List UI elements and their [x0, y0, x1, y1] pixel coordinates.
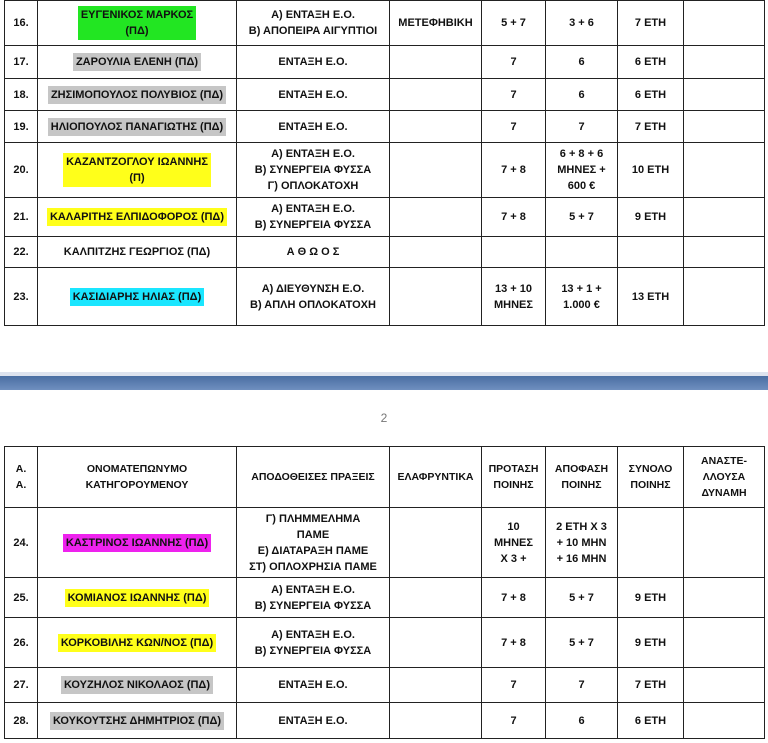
table-row: [5, 508, 765, 578]
name-highlight: ΚΑΛΠΙΤΖΗΣ ΓΕΩΡΓΙΟΣ (ΠΔ): [63, 246, 211, 258]
proposed-sentence: [482, 237, 546, 268]
header-aa: Α. Α.: [5, 447, 38, 508]
row-number: 28.: [5, 703, 38, 739]
table-row: [5, 703, 765, 739]
table-header-row: [5, 447, 765, 508]
proposed-sentence: 7 + 8: [482, 198, 546, 237]
proposed-sentence: 7: [482, 668, 546, 703]
name-highlight: ΚΟΥΖΗΛΟΣ ΝΙΚΟΛΑΟΣ (ΠΔ): [61, 676, 213, 694]
decided-sentence: 6: [546, 703, 618, 739]
suspensive-effect: [684, 111, 765, 143]
charged-acts: ΕΝΤΑΞΗ Ε.Ο.: [237, 79, 390, 111]
row-number: 16.: [5, 1, 38, 46]
suspensive-effect: [684, 618, 765, 668]
suspensive-effect: [684, 578, 765, 618]
suspensive-effect: [684, 1, 765, 46]
header-mitigating: ΕΛΑΦΡΥΝΤΙΚΑ: [390, 447, 482, 508]
name-highlight: ΚΑΣΤΡΙΝΟΣ ΙΩΑΝΝΗΣ (ΠΔ): [63, 534, 211, 552]
mitigating-factors: [390, 79, 482, 111]
total-sentence: [618, 237, 684, 268]
table-row: [5, 46, 765, 79]
decided-sentence: 2 ΕΤΗ Χ 3 + 10 ΜΗΝ + 16 ΜΗΝ: [546, 508, 618, 578]
charged-acts: Α) ΕΝΤΑΞΗ Ε.Ο. Β) ΣΥΝΕΡΓΕΙΑ ΦΥΣΣΑ: [237, 618, 390, 668]
proposed-sentence: 7: [482, 79, 546, 111]
proposed-sentence: 13 + 10 ΜΗΝΕΣ: [482, 268, 546, 326]
page-number: 2: [380, 411, 388, 425]
total-sentence: 7 ΕΤΗ: [618, 1, 684, 46]
table-row: [5, 618, 765, 668]
decided-sentence: 3 + 6: [546, 1, 618, 46]
row-number: 20.: [5, 143, 38, 198]
row-number: 26.: [5, 618, 38, 668]
suspensive-effect: [684, 508, 765, 578]
total-sentence: 7 ΕΤΗ: [618, 668, 684, 703]
row-number: 17.: [5, 46, 38, 79]
charged-acts: Α) ΕΝΤΑΞΗ Ε.Ο. Β) ΣΥΝΕΡΓΕΙΑ ΦΥΣΣΑ Γ) ΟΠΛΟΚΑΤΟΧΗ: [237, 143, 390, 198]
defendants-table-page-2: [4, 446, 765, 739]
mitigating-factors: [390, 668, 482, 703]
name-highlight: ΖΑΡΟΥΛΙΑ ΕΛΕΝΗ (ΠΔ): [73, 53, 201, 71]
suspensive-effect: [684, 668, 765, 703]
proposed-sentence: 7: [482, 703, 546, 739]
suspensive-effect: [684, 268, 765, 326]
total-sentence: [618, 508, 684, 578]
name-highlight: ΗΛΙΟΠΟΥΛΟΣ ΠΑΝΑΓΙΩΤΗΣ (ΠΔ): [48, 118, 226, 136]
row-number: 25.: [5, 578, 38, 618]
charged-acts: ΕΝΤΑΞΗ Ε.Ο.: [237, 668, 390, 703]
mitigating-factors: [390, 618, 482, 668]
defendant-name: [38, 111, 237, 143]
proposed-sentence: 7: [482, 111, 546, 143]
charged-acts: ΕΝΤΑΞΗ Ε.Ο.: [237, 111, 390, 143]
total-sentence: 7 ΕΤΗ: [618, 111, 684, 143]
defendant-name: [38, 703, 237, 739]
proposed-sentence: 7: [482, 46, 546, 79]
header-total: ΣΥΝΟΛΟ ΠΟΙΝΗΣ: [618, 447, 684, 508]
charged-acts: ΕΝΤΑΞΗ Ε.Ο.: [237, 703, 390, 739]
defendant-name: [38, 198, 237, 237]
total-sentence: 10 ΕΤΗ: [618, 143, 684, 198]
proposed-sentence: 7 + 8: [482, 143, 546, 198]
defendant-name: [38, 237, 237, 268]
name-highlight: ΚΑΖΑΝΤΖΟΓΛΟΥ ΙΩΑΝΝΗΣ (Π): [63, 153, 211, 187]
name-highlight: ΚΑΛΑΡΙΤΗΣ ΕΛΠΙΔΟΦΟΡΟΣ (ΠΔ): [47, 208, 227, 226]
defendant-name: [38, 143, 237, 198]
table-body-page-2: [5, 447, 765, 739]
decided-sentence: 6: [546, 46, 618, 79]
name-highlight: ΖΗΣΙΜΟΠΟΥΛΟΣ ΠΟΛΥΒΙΟΣ (ΠΔ): [48, 86, 226, 104]
row-number: 18.: [5, 79, 38, 111]
defendant-name: [38, 79, 237, 111]
charged-acts: Α Θ Ω Ο Σ: [237, 237, 390, 268]
proposed-sentence: 5 + 7: [482, 1, 546, 46]
suspensive-effect: [684, 237, 765, 268]
total-sentence: 6 ΕΤΗ: [618, 703, 684, 739]
defendant-name: [38, 268, 237, 326]
defendant-name: [38, 46, 237, 79]
charged-acts: Α) ΕΝΤΑΞΗ Ε.Ο. Β) ΣΥΝΕΡΓΕΙΑ ΦΥΣΣΑ: [237, 578, 390, 618]
row-number: 19.: [5, 111, 38, 143]
proposed-sentence: 7 + 8: [482, 618, 546, 668]
table-row: [5, 268, 765, 326]
name-highlight: ΚΟΜΙΑΝΟΣ ΙΩΑΝΝΗΣ (ΠΔ): [65, 589, 210, 607]
suspensive-effect: [684, 198, 765, 237]
table-body-page-1: [5, 1, 765, 326]
suspensive-effect: [684, 703, 765, 739]
mitigating-factors: [390, 268, 482, 326]
mitigating-factors: [390, 198, 482, 237]
decided-sentence: 7: [546, 668, 618, 703]
defendants-table-page-1: [4, 0, 765, 326]
row-number: 23.: [5, 268, 38, 326]
mitigating-factors: [390, 578, 482, 618]
proposed-sentence: 7 + 8: [482, 578, 546, 618]
charged-acts: ΕΝΤΑΞΗ Ε.Ο.: [237, 46, 390, 79]
row-number: 22.: [5, 237, 38, 268]
suspensive-effect: [684, 143, 765, 198]
decided-sentence: 5 + 7: [546, 198, 618, 237]
defendant-name: [38, 1, 237, 46]
suspensive-effect: [684, 79, 765, 111]
defendant-name: [38, 618, 237, 668]
defendant-name: [38, 508, 237, 578]
header-name: ΟΝΟΜΑΤΕΠΩΝΥΜΟ ΚΑΤΗΓΟΡΟΥΜΕΝΟΥ: [38, 447, 237, 508]
mitigating-factors: [390, 508, 482, 578]
charged-acts: Γ) ΠΛΗΜΜΕΛΗΜΑ ΠΑΜΕ Ε) ΔΙΑΤΑΡΑΞΗ ΠΑΜΕ ΣΤ) ΟΠΛΟΧΡΗΣΙΑ ΠΑΜΕ: [237, 508, 390, 578]
total-sentence: 6 ΕΤΗ: [618, 46, 684, 79]
total-sentence: 9 ΕΤΗ: [618, 618, 684, 668]
name-highlight: ΚΟΥΚΟΥΤΣΗΣ ΔΗΜΗΤΡΙΟΣ (ΠΔ): [50, 712, 224, 730]
table-row: [5, 668, 765, 703]
mitigating-factors: [390, 237, 482, 268]
decided-sentence: 13 + 1 + 1.000 €: [546, 268, 618, 326]
total-sentence: 9 ΕΤΗ: [618, 578, 684, 618]
row-number: 24.: [5, 508, 38, 578]
charged-acts: Α) ΕΝΤΑΞΗ Ε.Ο. Β) ΣΥΝΕΡΓΕΙΑ ΦΥΣΣΑ: [237, 198, 390, 237]
table-row: [5, 143, 765, 198]
decided-sentence: 7: [546, 111, 618, 143]
mitigating-factors: [390, 143, 482, 198]
table-row: [5, 79, 765, 111]
defendant-name: [38, 578, 237, 618]
mitigating-factors: [390, 46, 482, 79]
page-break: [0, 376, 768, 390]
mitigating-factors: [390, 703, 482, 739]
decided-sentence: 6 + 8 + 6 ΜΗΝΕΣ + 600 €: [546, 143, 618, 198]
charged-acts: Α) ΕΝΤΑΞΗ Ε.Ο. Β) ΑΠΟΠΕΙΡΑ ΑΙΓΥΠΤΙΟΙ: [237, 1, 390, 46]
header-proposal: ΠΡΟΤΑΣΗ ΠΟΙΝΗΣ: [482, 447, 546, 508]
header-suspensive: ΑΝΑΣΤΕ- ΛΛΟΥΣΑ ΔΥΝΑΜΗ: [684, 447, 765, 508]
table-row: [5, 111, 765, 143]
row-number: 27.: [5, 668, 38, 703]
name-highlight: ΚΟΡΚΟΒΙΛΗΣ ΚΩΝ/ΝΟΣ (ΠΔ): [58, 634, 216, 652]
defendant-name: [38, 668, 237, 703]
total-sentence: 9 ΕΤΗ: [618, 198, 684, 237]
header-acts: ΑΠΟΔΟΘΕΙΣΕΣ ΠΡΑΞΕΙΣ: [237, 447, 390, 508]
proposed-sentence: 10 ΜΗΝΕΣ Χ 3 +: [482, 508, 546, 578]
decided-sentence: 5 + 7: [546, 578, 618, 618]
row-number: 21.: [5, 198, 38, 237]
table-row: [5, 578, 765, 618]
decided-sentence: 6: [546, 79, 618, 111]
total-sentence: 13 ΕΤΗ: [618, 268, 684, 326]
charged-acts: Α) ΔΙΕΥΘΥΝΣΗ Ε.Ο. Β) ΑΠΛΗ ΟΠΛΟΚΑΤΟΧΗ: [237, 268, 390, 326]
header-decision: ΑΠΟΦΑΣΗ ΠΟΙΝΗΣ: [546, 447, 618, 508]
decided-sentence: [546, 237, 618, 268]
table-row: [5, 237, 765, 268]
total-sentence: 6 ΕΤΗ: [618, 79, 684, 111]
table-row: [5, 1, 765, 46]
mitigating-factors: ΜΕΤΕΦΗΒΙΚΗ: [390, 1, 482, 46]
table-row: [5, 198, 765, 237]
name-highlight: ΚΑΣΙΔΙΑΡΗΣ ΗΛΙΑΣ (ΠΔ): [70, 288, 205, 306]
suspensive-effect: [684, 46, 765, 79]
mitigating-factors: [390, 111, 482, 143]
decided-sentence: 5 + 7: [546, 618, 618, 668]
name-highlight: ΕΥΓΕΝΙΚΟΣ ΜΑΡΚΟΣ (ΠΔ): [78, 6, 196, 40]
